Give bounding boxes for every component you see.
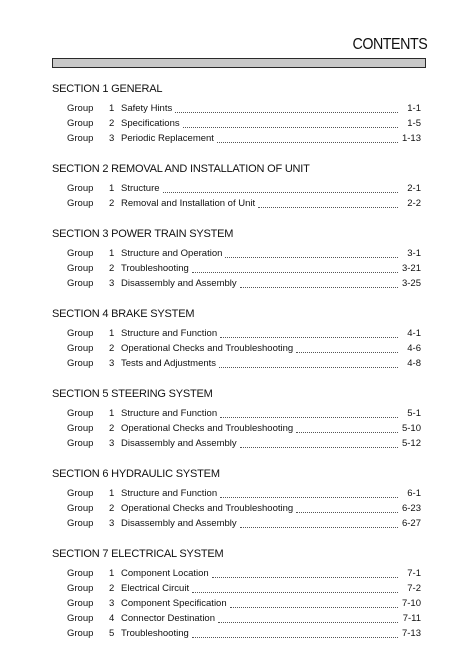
entry-title: Disassembly and Assembly: [121, 518, 237, 529]
entry-title: Disassembly and Assembly: [121, 278, 237, 289]
entry-group-label: Group: [67, 278, 94, 289]
entry-page-number: 1-13: [401, 133, 421, 144]
entry-group-number: 1: [109, 408, 115, 419]
entry-title: Troubleshooting: [121, 628, 189, 639]
toc-entry[interactable]: [52, 131, 421, 146]
toc-section: [52, 227, 421, 291]
entry-group-label: Group: [67, 628, 94, 639]
entry-page-number: 4-1: [407, 328, 421, 339]
dot-leader: [296, 511, 398, 513]
entry-title: Structure: [121, 183, 160, 194]
entry-group-number: 1: [109, 568, 115, 579]
dot-leader: [192, 636, 398, 638]
dot-leader: [225, 256, 398, 258]
entry-title: Connector Destination: [121, 613, 215, 624]
dot-leader: [296, 351, 398, 353]
entry-group-label: Group: [67, 488, 94, 499]
entry-page-number: 4-6: [407, 343, 421, 354]
entry-group-label: Group: [67, 598, 94, 609]
entry-page-number: 4-8: [407, 358, 421, 369]
entry-group-number: 3: [109, 598, 115, 609]
dot-leader: [258, 206, 398, 208]
toc-entry[interactable]: [52, 486, 421, 501]
entry-group-number: 3: [109, 278, 115, 289]
dot-leader: [230, 606, 398, 608]
title-rule-bar: [52, 58, 426, 68]
entry-group-number: 2: [109, 263, 115, 274]
toc-entry[interactable]: [52, 436, 421, 451]
entry-page-number: 7-11: [402, 613, 421, 624]
entry-title: Tests and Adjustments: [121, 358, 217, 369]
entry-group-label: Group: [67, 503, 94, 514]
entry-title: Structure and Function: [121, 408, 218, 419]
dot-leader: [296, 431, 398, 433]
entry-group-label: Group: [67, 248, 94, 259]
entry-title: Component Specification: [121, 598, 227, 609]
toc-entry[interactable]: [52, 246, 421, 261]
toc-entry[interactable]: [52, 626, 421, 641]
section-heading[interactable]: SECTION 4 BRAKE SYSTEM: [52, 308, 195, 320]
toc-entry[interactable]: [52, 276, 421, 291]
entry-group-label: Group: [67, 103, 94, 114]
entry-group-label: Group: [67, 568, 94, 579]
entry-group-number: 1: [109, 103, 115, 114]
entry-title: Safety Hints: [121, 103, 173, 114]
entry-page-number: 6-23: [401, 503, 421, 514]
entry-group-number: 2: [109, 583, 115, 594]
toc-entry[interactable]: [52, 406, 421, 421]
entry-page-number: 1-5: [407, 118, 421, 129]
toc-section: [52, 162, 421, 211]
entry-group-number: 2: [109, 423, 115, 434]
entry-group-number: 3: [109, 518, 115, 529]
entry-page-number: 7-10: [401, 598, 421, 609]
entry-group-number: 2: [109, 118, 115, 129]
toc-section: [52, 547, 421, 641]
entry-page-number: 3-25: [401, 278, 421, 289]
entry-group-number: 5: [109, 628, 115, 639]
toc-entry[interactable]: [52, 596, 421, 611]
table-of-contents: [52, 82, 421, 657]
entry-group-label: Group: [67, 328, 94, 339]
entry-title: Structure and Function: [121, 328, 218, 339]
entry-group-label: Group: [67, 518, 94, 529]
toc-section: [52, 387, 421, 451]
entry-group-number: 4: [109, 613, 115, 624]
entry-group-label: Group: [67, 133, 94, 144]
entry-page-number: 7-13: [401, 628, 421, 639]
entry-group-number: 1: [109, 183, 115, 194]
entry-title: Disassembly and Assembly: [121, 438, 237, 449]
dot-leader: [163, 191, 398, 193]
entry-group-number: 3: [109, 133, 115, 144]
toc-entry[interactable]: [52, 421, 421, 436]
entry-page-number: 3-21: [401, 263, 421, 274]
entry-group-label: Group: [67, 183, 94, 194]
entry-page-number: 3-1: [407, 248, 421, 259]
entry-title: Structure and Operation: [121, 248, 223, 259]
entry-title: Operational Checks and Troubleshooting: [121, 343, 294, 354]
toc-entry[interactable]: [52, 611, 421, 626]
entry-group-label: Group: [67, 438, 94, 449]
toc-entry[interactable]: [52, 356, 421, 371]
entry-group-number: 1: [109, 328, 115, 339]
entry-group-label: Group: [67, 358, 94, 369]
dot-leader: [183, 126, 398, 128]
dot-leader: [240, 286, 398, 288]
entry-page-number: 5-12: [401, 438, 421, 449]
toc-entry[interactable]: [52, 341, 421, 356]
entry-group-number: 2: [109, 503, 115, 514]
toc-section: [52, 82, 421, 146]
entry-group-number: 1: [109, 488, 115, 499]
section-heading[interactable]: SECTION 2 REMOVAL AND INSTALLATION OF UNIT: [52, 163, 310, 175]
entry-page-number: 6-1: [407, 488, 421, 499]
dot-leader: [220, 496, 398, 498]
entry-page-number: 6-27: [401, 518, 421, 529]
toc-entry[interactable]: [52, 326, 421, 341]
toc-entry[interactable]: [52, 261, 421, 276]
dot-leader: [192, 591, 398, 593]
dot-leader: [240, 446, 398, 448]
entry-page-number: 5-1: [407, 408, 421, 419]
entry-page-number: 1-1: [407, 103, 421, 114]
dot-leader: [217, 141, 398, 143]
entry-group-number: 1: [109, 248, 115, 259]
toc-entry[interactable]: [52, 196, 421, 211]
toc-entry[interactable]: [52, 581, 421, 596]
entry-title: Electrical Circuit: [121, 583, 190, 594]
section-heading[interactable]: SECTION 3 POWER TRAIN SYSTEM: [52, 228, 234, 240]
toc-entry[interactable]: [52, 516, 421, 531]
entry-title: Periodic Replacement: [121, 133, 214, 144]
entry-title: Troubleshooting: [121, 263, 189, 274]
entry-page-number: 7-1: [407, 568, 421, 579]
dot-leader: [218, 621, 398, 623]
entry-group-number: 2: [109, 343, 115, 354]
entry-page-number: 5-10: [401, 423, 421, 434]
entry-page-number: 2-2: [407, 198, 421, 209]
entry-group-label: Group: [67, 263, 94, 274]
entry-page-number: 7-2: [407, 583, 421, 594]
dot-leader: [192, 271, 398, 273]
entry-group-label: Group: [67, 118, 94, 129]
toc-entry[interactable]: [52, 566, 421, 581]
toc-entry[interactable]: [52, 101, 421, 116]
entry-group-label: Group: [67, 343, 94, 354]
entry-group-number: 2: [109, 198, 115, 209]
dot-leader: [240, 526, 398, 528]
dot-leader: [220, 416, 398, 418]
entry-title: Removal and Installation of Unit: [121, 198, 256, 209]
dot-leader: [175, 111, 398, 113]
dot-leader: [212, 576, 398, 578]
entry-group-number: 3: [109, 358, 115, 369]
section-heading[interactable]: SECTION 6 HYDRAULIC SYSTEM: [52, 468, 220, 480]
section-heading[interactable]: SECTION 7 ELECTRICAL SYSTEM: [52, 548, 224, 560]
entry-title: Operational Checks and Troubleshooting: [121, 423, 294, 434]
section-heading[interactable]: SECTION 5 STEERING SYSTEM: [52, 388, 213, 400]
dot-leader: [219, 366, 398, 368]
entry-title: Operational Checks and Troubleshooting: [121, 503, 294, 514]
entry-page-number: 2-1: [407, 183, 421, 194]
entry-group-label: Group: [67, 423, 94, 434]
toc-entry[interactable]: [52, 181, 421, 196]
entry-group-label: Group: [67, 613, 94, 624]
section-heading[interactable]: SECTION 1 GENERAL: [52, 83, 163, 95]
entry-title: Specifications: [121, 118, 180, 129]
toc-entry[interactable]: [52, 501, 421, 516]
entry-title: Structure and Function: [121, 488, 218, 499]
entry-group-number: 3: [109, 438, 115, 449]
entry-title: Component Location: [121, 568, 209, 579]
entry-group-label: Group: [67, 198, 94, 209]
toc-section: [52, 307, 421, 371]
entry-group-label: Group: [67, 408, 94, 419]
page-title: CONTENTS: [352, 36, 427, 53]
dot-leader: [220, 336, 398, 338]
entry-group-label: Group: [67, 583, 94, 594]
toc-entry[interactable]: [52, 116, 421, 131]
toc-section: [52, 467, 421, 531]
